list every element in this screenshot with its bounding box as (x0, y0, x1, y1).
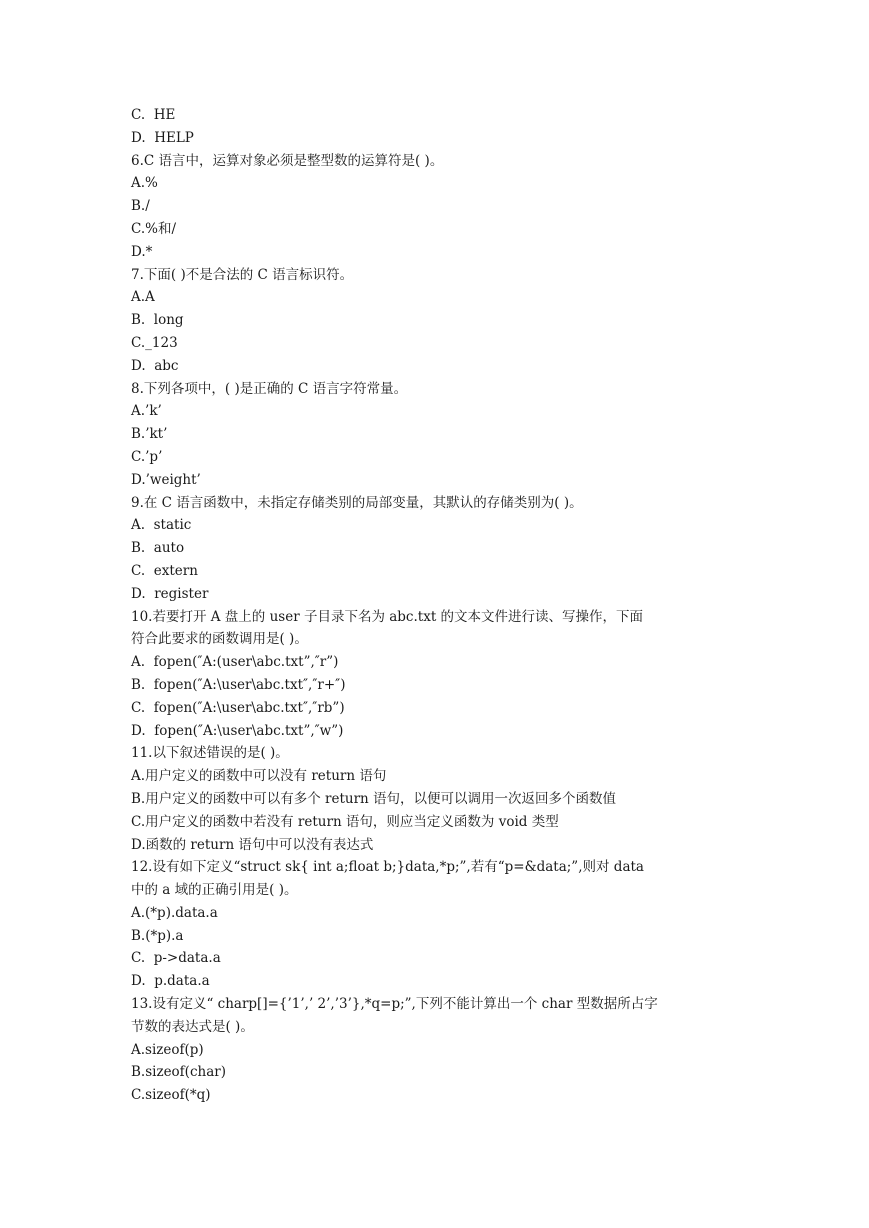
text-line: C._123 (131, 334, 178, 351)
text-line: 7.下面( )不是合法的 C 语言标识符。 (131, 266, 354, 283)
text-line: 符合此要求的函数调用是( )。 (131, 631, 308, 648)
text-line: D. p.data.a (131, 973, 210, 990)
text-line: C.sizeof(*q) (131, 1087, 211, 1104)
text-line: C.%和/ (131, 220, 177, 237)
text-line: 6.C 语言中，运算对象必须是整型数的运算符是( )。 (131, 152, 444, 169)
text-line: D.函数的 return 语句中可以没有表达式 (131, 836, 374, 853)
text-line: C.用户定义的函数中若没有 return 语句，则应当定义函数为 void 类型 (131, 813, 559, 830)
text-line: B. auto (131, 540, 185, 557)
text-line: 11.以下叙述错误的是( )。 (131, 745, 289, 762)
text-line: C. extern (131, 562, 198, 579)
text-line: C. HE (131, 107, 176, 123)
text-line: D. HELP (131, 129, 194, 146)
text-line: B. long (131, 312, 184, 329)
text-line: A.(*p).data.a (131, 904, 218, 921)
text-line: A.用户定义的函数中可以没有 return 语句 (131, 768, 387, 785)
text-line: D. abc (131, 357, 179, 374)
text-line: B.’kt’ (131, 426, 168, 443)
text-line: 13.设有定义“ charp[]={’1’,’ 2’,’3’},*q=p;”,下列不能计算出一个 char 型数据所占字 (131, 996, 658, 1013)
text-line: B.sizeof(char) (131, 1064, 226, 1081)
text-line: 中的 a 域的正确引用是( )。 (131, 882, 298, 899)
text-line: 9.在 C 语言函数中，未指定存储类别的局部变量，其默认的存储类别为( )。 (131, 494, 583, 511)
text-line: D.’weight’ (131, 471, 201, 488)
text-line: 8.下列各项中，( )是正确的 C 语言字符常量。 (131, 380, 408, 397)
text-line: A.% (131, 175, 158, 192)
text-line: C.’p’ (131, 448, 163, 465)
text-line: A.sizeof(p) (131, 1041, 204, 1058)
text-line: 12.设有如下定义“struct sk{ int a;float b;}data,*p;”,若有“p=&data;”,则对 data (131, 859, 644, 876)
text-line: B.(*p).a (131, 927, 184, 944)
text-line: B./ (131, 198, 150, 215)
text-line: A.A (131, 289, 155, 306)
text-line: C. p->data.a (131, 950, 221, 967)
text-line: D.* (131, 243, 153, 260)
text-line: B. fopen(″A:\user\abc.txt″,″r+″) (131, 676, 346, 693)
text-line: A.’k’ (131, 403, 162, 420)
exam-question-text (131, 104, 771, 1107)
text-line: B.用户定义的函数中可以有多个 return 语句，以便可以调用一次返回多个函数值 (131, 790, 617, 807)
text-line: D. fopen(″A:\user\abc.txt”,″w”) (131, 722, 344, 739)
text-line: A. fopen(″A:(user\abc.txt”,″r”) (131, 654, 339, 671)
text-line: C. fopen(″A:\user\abc.txt″,″rb”) (131, 699, 345, 716)
text-line: D. register (131, 585, 209, 602)
text-line: 节数的表达式是( )。 (131, 1018, 254, 1035)
text-line: 10.若要打开 A 盘上的 user 子目录下名为 abc.txt 的文本文件进行读、写操作，下面 (131, 608, 644, 625)
text-line: A. static (131, 517, 192, 534)
